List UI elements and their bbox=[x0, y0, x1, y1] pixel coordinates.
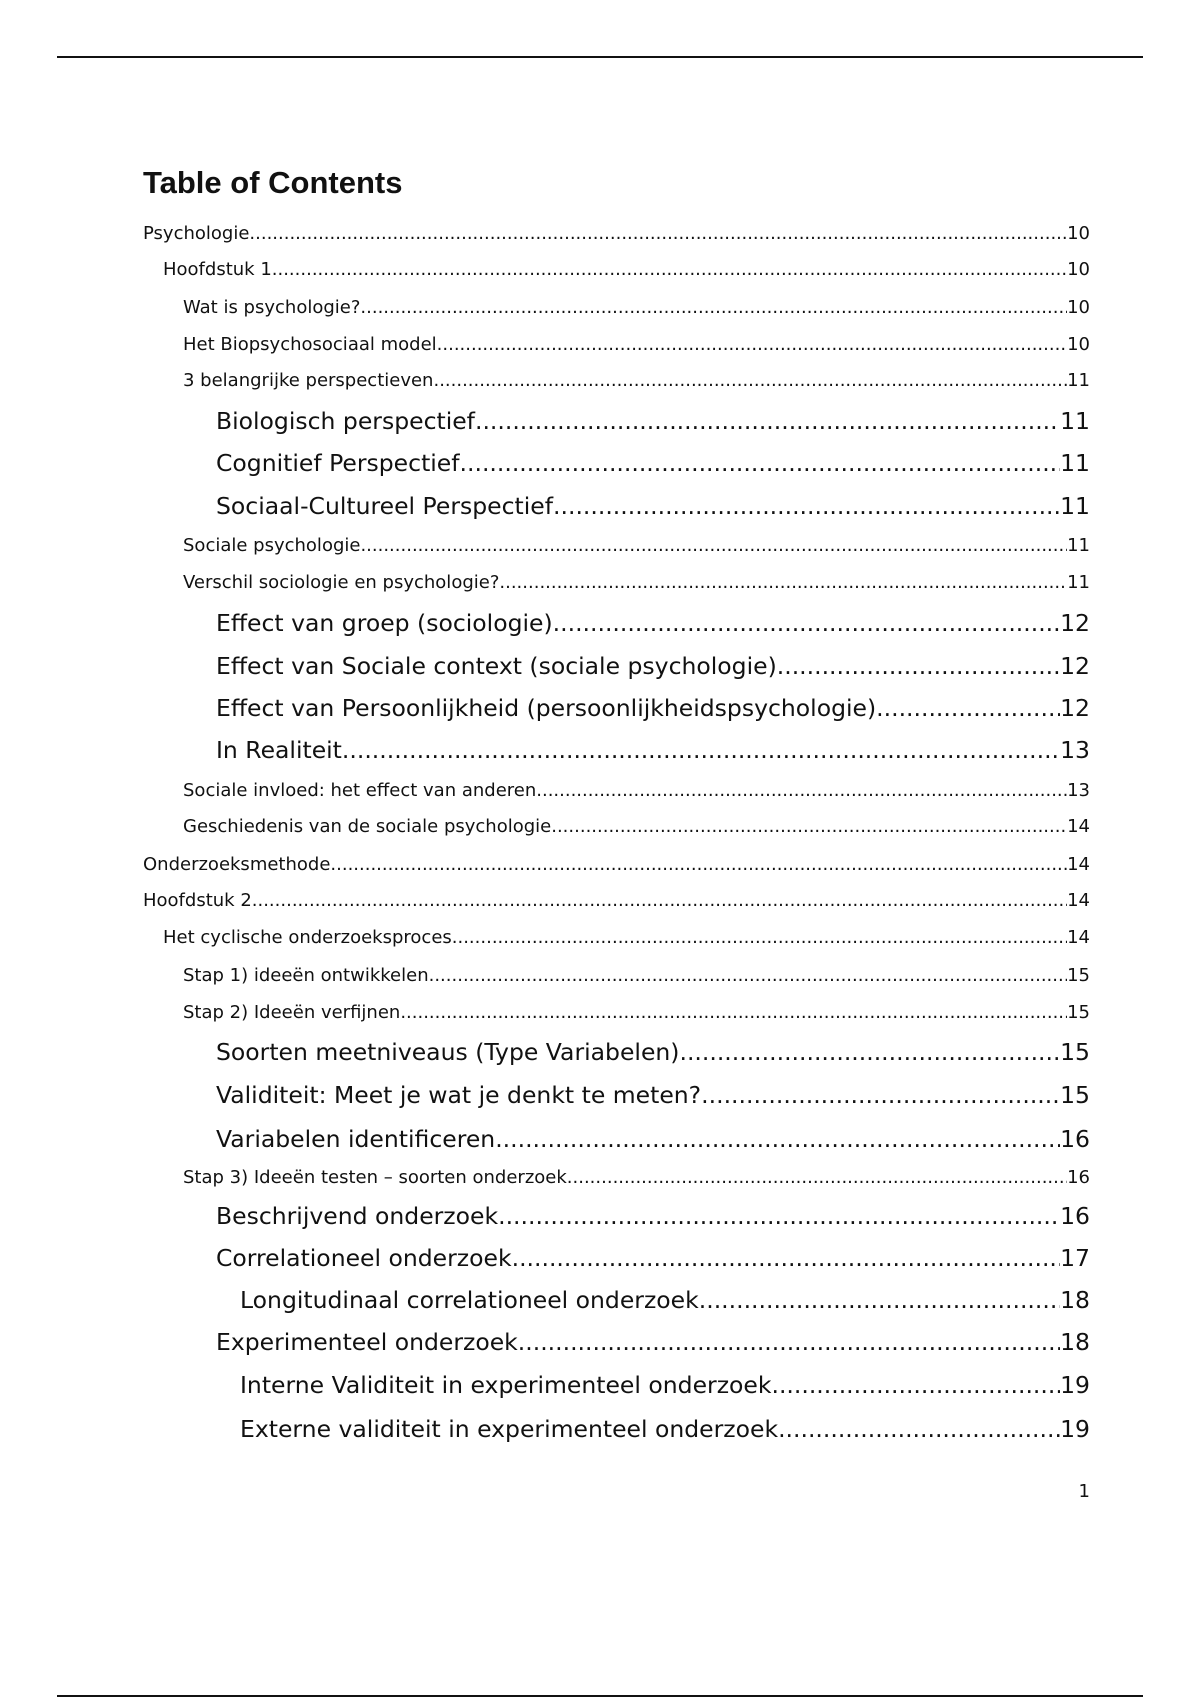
toc-dot-leader bbox=[452, 926, 1067, 950]
toc-entry-label: Validiteit: Meet je wat je denkt te meten? bbox=[216, 1081, 702, 1109]
toc-entry-label: Wat is psychologie? bbox=[183, 297, 361, 318]
toc-entry-page: 11 bbox=[1067, 535, 1090, 556]
toc-entry-interne-validiteit[interactable] bbox=[240, 1370, 1090, 1400]
toc-entry-stap-1[interactable] bbox=[183, 964, 1090, 988]
toc-entry-label: Experimenteel onderzoek bbox=[216, 1328, 518, 1356]
toc-dot-leader bbox=[701, 1080, 1060, 1110]
toc-dot-leader bbox=[252, 889, 1067, 913]
toc-entry-label: Sociale psychologie bbox=[183, 535, 361, 556]
toc-dot-leader bbox=[499, 571, 1067, 595]
toc-dot-leader bbox=[553, 491, 1060, 521]
toc-entry-sociaal-cultureel-perspectief[interactable] bbox=[216, 491, 1090, 521]
toc-entry-cyclische-onderzoeksproces[interactable] bbox=[163, 926, 1090, 950]
toc-entry-effect-van-groep[interactable] bbox=[216, 608, 1090, 638]
toc-dot-leader bbox=[512, 1243, 1061, 1273]
toc-entry-page: 14 bbox=[1067, 890, 1090, 911]
toc-dot-leader bbox=[330, 853, 1067, 877]
toc-entry-label: Het cyclische onderzoeksproces bbox=[163, 927, 452, 948]
toc-dot-leader bbox=[778, 1414, 1060, 1444]
toc-entry-label: Sociaal-Cultureel Perspectief bbox=[216, 492, 554, 520]
toc-entry-page: 12 bbox=[1060, 652, 1090, 680]
toc-entry-label: Correlationeel onderzoek bbox=[216, 1244, 512, 1272]
toc-entry-page: 13 bbox=[1060, 736, 1090, 764]
toc-dot-leader bbox=[495, 1124, 1060, 1154]
toc-entry-page: 10 bbox=[1067, 259, 1090, 280]
toc-entry-label: Effect van Persoonlijkheid (persoonlijkheidspsychologie) bbox=[216, 694, 877, 722]
toc-entry-page: 18 bbox=[1060, 1328, 1090, 1356]
header-rule bbox=[57, 56, 1143, 58]
toc-dot-leader bbox=[536, 779, 1067, 803]
toc-entry-page: 12 bbox=[1060, 609, 1090, 637]
toc-entry-label: Interne Validiteit in experimenteel onderzoek bbox=[240, 1371, 772, 1399]
toc-entry-page: 15 bbox=[1067, 1002, 1090, 1023]
toc-entry-effect-van-persoonlijkheid[interactable] bbox=[216, 693, 1090, 723]
toc-entry-stap-3[interactable] bbox=[183, 1166, 1090, 1190]
toc-entry-label: Onderzoeksmethode bbox=[143, 854, 331, 875]
toc-entry-page: 10 bbox=[1067, 334, 1090, 355]
toc-entry-longitudinaal-correlationeel[interactable] bbox=[240, 1285, 1090, 1315]
toc-dot-leader bbox=[567, 1166, 1067, 1190]
toc-dot-leader bbox=[699, 1285, 1060, 1315]
toc-entry-correlationeel-onderzoek[interactable] bbox=[216, 1243, 1090, 1273]
toc-dot-leader bbox=[475, 406, 1060, 436]
toc-dot-leader bbox=[553, 608, 1060, 638]
toc-entry-label: Externe validiteit in experimenteel onderzoek bbox=[240, 1415, 779, 1443]
toc-entry-label: Sociale invloed: het effect van anderen bbox=[183, 780, 537, 801]
toc-entry-page: 17 bbox=[1060, 1244, 1090, 1272]
toc-dot-leader bbox=[272, 258, 1067, 282]
toc-entry-page: 16 bbox=[1060, 1202, 1090, 1230]
toc-entry-page: 11 bbox=[1060, 407, 1090, 435]
toc-dot-leader bbox=[360, 534, 1067, 558]
page-number: 1 bbox=[1078, 1481, 1090, 1502]
toc-entry-label: Cognitief Perspectief bbox=[216, 449, 460, 477]
toc-entry-page: 19 bbox=[1060, 1371, 1090, 1399]
footer-rule bbox=[57, 1695, 1143, 1697]
toc-entry-biologisch-perspectief[interactable] bbox=[216, 406, 1090, 436]
toc-entry-label: 3 belangrijke perspectieven bbox=[183, 370, 434, 391]
toc-entry-hoofdstuk-1[interactable] bbox=[163, 258, 1090, 282]
toc-entry-page: 11 bbox=[1067, 370, 1090, 391]
toc-entry-page: 15 bbox=[1060, 1038, 1090, 1066]
toc-entry-label: Stap 1) ideeën ontwikkelen bbox=[183, 965, 429, 986]
toc-entry-page: 12 bbox=[1060, 694, 1090, 722]
toc-dot-leader bbox=[679, 1037, 1060, 1067]
toc-entry-hoofdstuk-2[interactable] bbox=[143, 889, 1090, 913]
toc-dot-leader bbox=[460, 448, 1061, 478]
toc-dot-leader bbox=[249, 222, 1067, 246]
toc-dot-leader bbox=[360, 296, 1067, 320]
toc-dot-leader bbox=[400, 1001, 1067, 1025]
toc-entry-page: 15 bbox=[1060, 1081, 1090, 1109]
toc-entry-page: 10 bbox=[1067, 297, 1090, 318]
toc-dot-leader bbox=[518, 1327, 1060, 1357]
toc-entry-label: Effect van Sociale context (sociale psychologie) bbox=[216, 652, 777, 680]
toc-entry-page: 16 bbox=[1067, 1167, 1090, 1188]
toc-entry-page: 16 bbox=[1060, 1125, 1090, 1153]
toc-dot-leader bbox=[876, 693, 1060, 723]
toc-entry-psychologie[interactable] bbox=[143, 222, 1090, 246]
toc-entry-label: Beschrijvend onderzoek bbox=[216, 1202, 499, 1230]
toc-title: Table of Contents bbox=[143, 165, 403, 200]
toc-entry-biopsychosociaal-model[interactable] bbox=[183, 333, 1090, 357]
toc-entry-page: 10 bbox=[1067, 223, 1090, 244]
toc-entry-label: Psychologie bbox=[143, 223, 250, 244]
toc-entry-effect-van-sociale-context[interactable] bbox=[216, 651, 1090, 681]
toc-entry-label: Stap 3) Ideeën testen – soorten onderzoek bbox=[183, 1167, 567, 1188]
toc-entry-page: 11 bbox=[1067, 572, 1090, 593]
toc-entry-sociale-invloed[interactable] bbox=[183, 779, 1090, 803]
toc-entry-onderzoeksmethode[interactable] bbox=[143, 853, 1090, 877]
toc-entry-geschiedenis-sociale-psychologie[interactable] bbox=[183, 815, 1090, 839]
toc-entry-label: In Realiteit bbox=[216, 736, 342, 764]
toc-entry-stap-2[interactable] bbox=[183, 1001, 1090, 1025]
toc-dot-leader bbox=[437, 333, 1067, 357]
toc-entry-cognitief-perspectief[interactable] bbox=[216, 448, 1090, 478]
toc-entry-label: Variabelen identificeren bbox=[216, 1125, 496, 1153]
toc-entry-label: Soorten meetniveaus (Type Variabelen) bbox=[216, 1038, 680, 1066]
toc-entry-page: 19 bbox=[1060, 1415, 1090, 1443]
toc-entry-page: 15 bbox=[1067, 965, 1090, 986]
toc-dot-leader bbox=[777, 651, 1060, 681]
toc-dot-leader bbox=[433, 369, 1067, 393]
toc-entry-page: 11 bbox=[1060, 449, 1090, 477]
toc-entry-label: Hoofdstuk 2 bbox=[143, 890, 252, 911]
toc-entry-label: Verschil sociologie en psychologie? bbox=[183, 572, 500, 593]
toc-entry-page: 14 bbox=[1067, 816, 1090, 837]
toc-dot-leader bbox=[429, 964, 1067, 988]
toc-entry-externe-validiteit[interactable] bbox=[240, 1414, 1090, 1444]
toc-dot-leader bbox=[771, 1370, 1060, 1400]
toc-entry-experimenteel-onderzoek[interactable] bbox=[216, 1327, 1090, 1357]
toc-entry-page: 13 bbox=[1067, 780, 1090, 801]
toc-entry-label: Het Biopsychosociaal model bbox=[183, 334, 437, 355]
toc-entry-wat-is-psychologie[interactable] bbox=[183, 296, 1090, 320]
toc-entry-soorten-meetniveaus[interactable] bbox=[216, 1037, 1090, 1067]
toc-entry-variabelen-identificeren[interactable] bbox=[216, 1124, 1090, 1154]
toc-entry-label: Longitudinaal correlationeel onderzoek bbox=[240, 1286, 699, 1314]
toc-dot-leader bbox=[551, 815, 1067, 839]
toc-entry-label: Stap 2) Ideeën verfijnen bbox=[183, 1002, 401, 1023]
toc-entry-page: 11 bbox=[1060, 492, 1090, 520]
toc-dot-leader bbox=[498, 1201, 1060, 1231]
toc-entry-label: Biologisch perspectief bbox=[216, 407, 475, 435]
toc-entry-label: Effect van groep (sociologie) bbox=[216, 609, 553, 637]
toc-entry-label: Geschiedenis van de sociale psychologie bbox=[183, 816, 552, 837]
toc-entry-sociale-psychologie[interactable] bbox=[183, 534, 1090, 558]
toc-entry-in-realiteit[interactable] bbox=[216, 735, 1090, 765]
toc-entry-verschil-sociologie-psychologie[interactable] bbox=[183, 571, 1090, 595]
toc-entry-beschrijvend-onderzoek[interactable] bbox=[216, 1201, 1090, 1231]
toc-entry-page: 14 bbox=[1067, 927, 1090, 948]
toc-entry-label: Hoofdstuk 1 bbox=[163, 259, 272, 280]
toc-entry-page: 14 bbox=[1067, 854, 1090, 875]
toc-dot-leader bbox=[342, 735, 1060, 765]
toc-entry-page: 18 bbox=[1060, 1286, 1090, 1314]
toc-entry-3-belangrijke-perspectieven[interactable] bbox=[183, 369, 1090, 393]
toc-entry-validiteit[interactable] bbox=[216, 1080, 1090, 1110]
